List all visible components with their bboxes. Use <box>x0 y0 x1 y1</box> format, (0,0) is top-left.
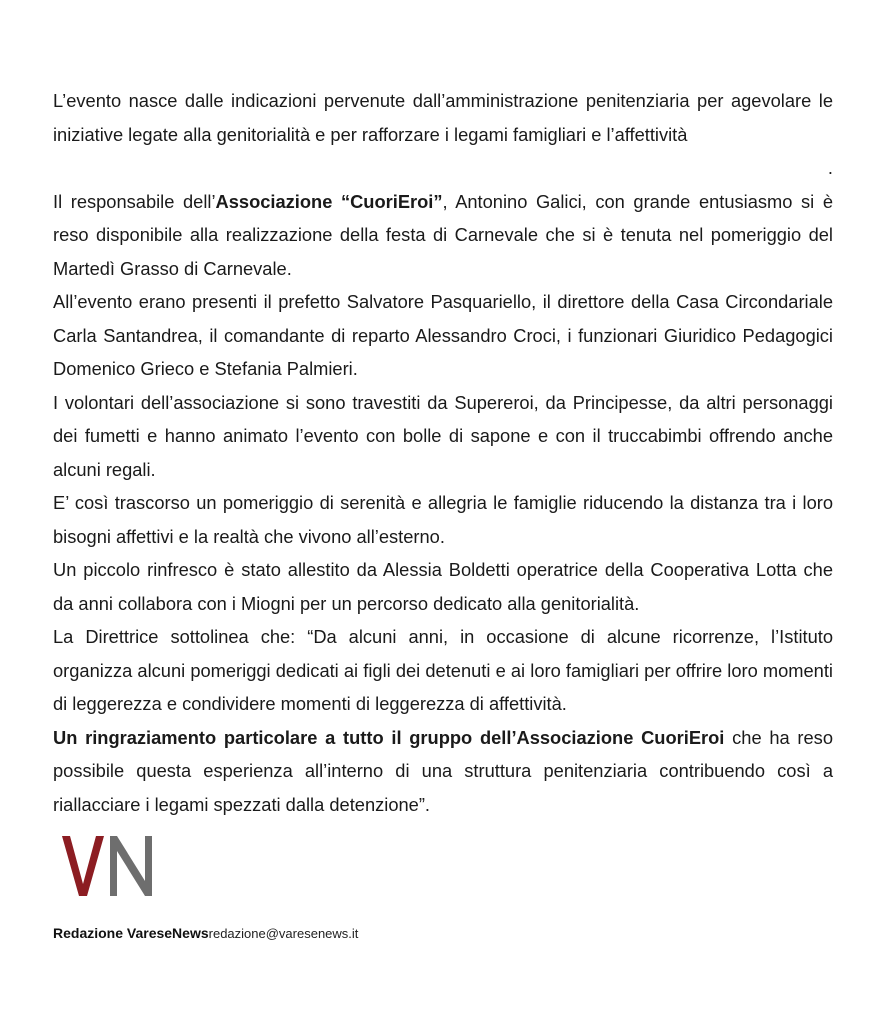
logo-letter-n <box>110 836 152 896</box>
paragraph-2-rest: , Antonino Galici, con grande entusiasmo si è reso disponibile alla realizzazione della festa di Carnevale che si è tenuta nel pomeriggio del Martedì Grasso di Carnevale. <box>53 190 834 279</box>
paragraph-5: E’ così trascorso un pomeriggio di serenità e allegria le famiglie riducendo la distanza tra i loro bisogni affettivi e la realtà che vivono all’esterno. <box>53 492 833 547</box>
paragraph-8 <box>53 721 833 822</box>
paragraph-8-rest: che ha reso possibile questa esperienza all’interno di una struttura penitenziaria contribuendo così a riallacciare i legami spezzati dalla detenzione”. <box>53 726 833 815</box>
paragraph-7: La Direttrice sottolinea che: “Da alcuni anni, in occasione di alcune ricorrenze, l’Istituto organizza alcuni pomeriggi dedicati ai figli dei detenuti e ai loro famigliari per offrire loro momenti di leggerezza e condividere momenti di leggerezza di affettività. <box>53 626 833 714</box>
footer-credit <box>53 924 358 943</box>
paragraph-3: All’evento erano presenti il prefetto Salvatore Pasquariello, il direttore della Casa Circondariale Carla Santandrea, il comandante di reparto Alessandro Croci, i funzionari Giuridico Pedagogici Domenico Grieco e Stefania Palmieri. <box>53 291 833 379</box>
paragraph-2 <box>53 185 833 286</box>
paragraph-4: I volontari dell’associazione si sono travestiti da Supereroi, da Principesse, da altri personaggi dei fumetti e hanno animato l’evento con bolle di sapone e con il truccabimbi offrendo anche alcuni regali. <box>53 391 833 480</box>
paragraph-1-tail: . <box>827 157 833 178</box>
paragraph-6: Un piccolo rinfresco è stato allestito da Alessia Boldetti operatrice della Cooperativa Lotta che da anni collabora con i Miogni per un percorso dedicato alla genitorialità. <box>53 559 833 614</box>
paragraph-1-text: L’evento nasce dalle indicazioni pervenute dall’amministrazione penitenziaria per agevolare le iniziative legate alla genitorialità e per rafforzare i legami famigliari e l’affettività <box>53 90 833 145</box>
thanks-bold: Un ringraziamento particolare a tutto il gruppo dell’Associazione CuoriEroi <box>53 726 725 748</box>
varesenews-logo <box>62 834 162 898</box>
author-name: Redazione VareseNews <box>53 925 209 941</box>
association-name: Associazione “CuoriEroi” <box>215 190 443 212</box>
logo-letter-v <box>62 836 104 896</box>
paragraph-1 <box>53 84 833 185</box>
author-email: redazione@varesenews.it <box>208 926 359 941</box>
article-body <box>53 84 833 821</box>
paragraph-2-lead: Il responsabile dell’ <box>53 190 216 212</box>
